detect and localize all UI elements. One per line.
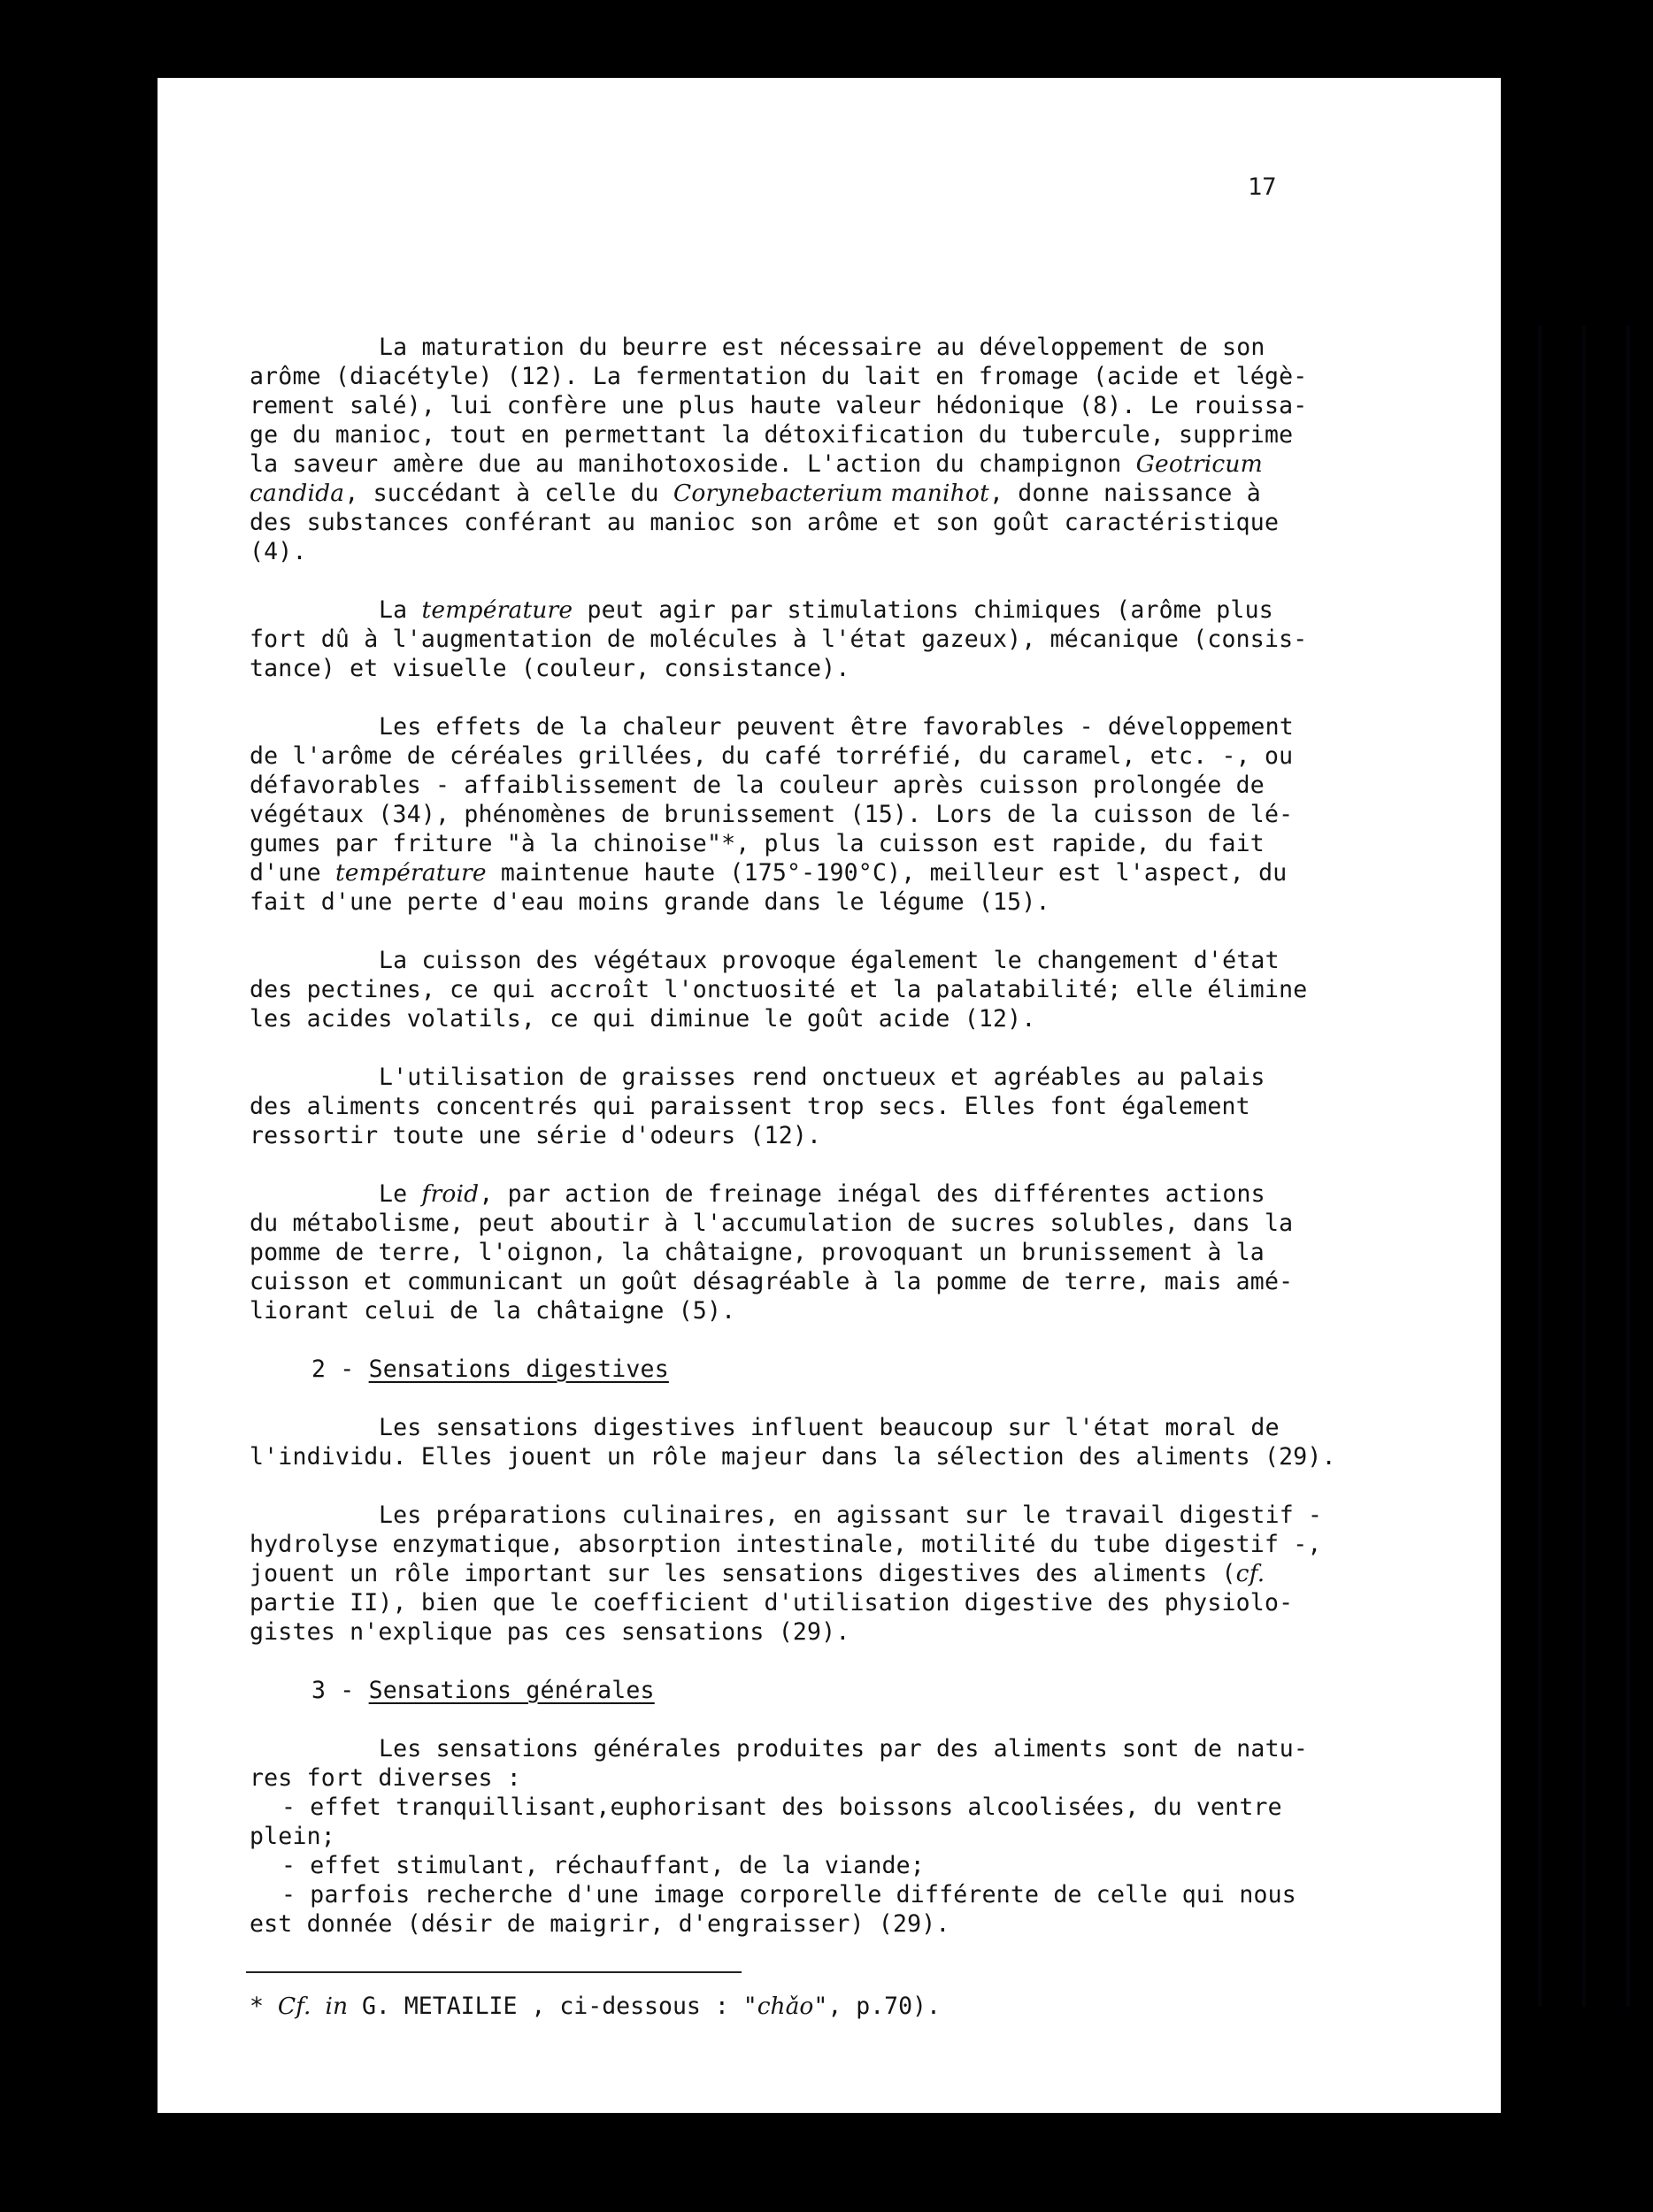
footnote-word: chǎo [757,1993,814,2020]
text-line: hydrolyse enzymatique, absorption intestinale, motilité du tube digestif -, [250,1531,1322,1558]
footnote [250,1993,941,2020]
footnote-mark: * [250,1993,278,2020]
text-line: fait d'une perte d'eau moins grande dans le légume (15). [250,888,1050,916]
text-line: de l'arôme de céréales grillées, du café torréfié, du caramel, etc. -, ou [250,742,1294,770]
section-heading-digestive [250,1355,1347,1384]
text-line: La maturation du beurre est nécessaire au développement de son [379,334,1265,361]
page-number: 17 [1248,173,1277,201]
text-line: Les effets de la chaleur peuvent être favorables - développement [379,713,1294,741]
footnote-rule [246,1971,742,1973]
text-line: L'utilisation de graisses rend onctueux et agréables au palais [379,1064,1265,1091]
text-line: tance) et visuelle (couleur, consistance). [250,655,850,682]
bullet-item: - effet tranquillisant,euphorisant des boissons alcoolisées, du ventre [281,1793,1282,1821]
section-heading-general [250,1676,1347,1705]
text-line: d'une température maintenue haute (175°-190°C), meilleur est l'aspect, du [250,859,1288,887]
text-line: jouent un rôle important sur les sensations digestives des aliments (cf. [250,1560,1265,1587]
text-line: arôme (diacétyle) (12). La fermentation du lait en fromage (acide et légè- [250,363,1308,390]
section-heading [250,1676,1347,1705]
text-line: Le froid, par action de freinage inégal des différentes actions [379,1180,1265,1208]
text-line: gistes n'explique pas ces sensations (29). [250,1618,850,1646]
footnote-cf: Cf. [277,1993,311,2020]
text-line: candida, succédant à celle du Corynebacterium manihot, donne naissance à [250,480,1261,507]
text-line: fort dû à l'augmentation de molécules à l'état gazeux), mécanique (consis- [250,626,1308,653]
paragraph-temperature [250,595,1347,683]
text-line: liorant celui de la châtaigne (5). [250,1297,736,1325]
section-number: 2 - [311,1356,369,1383]
bleed-through-shadow [1520,290,1653,2148]
text-line: défavorables - affaiblissement de la couleur après cuisson prolongée de [250,772,1265,799]
paragraph-fats [250,1063,1347,1150]
bullet-item: - parfois recherche d'une image corporelle différente de celle qui nous [281,1881,1296,1909]
footnote-text: G. METAILIE , ci-dessous : " [348,1993,757,2020]
text-line: res fort diverses : [250,1764,521,1792]
paragraph-general [250,1734,1347,1939]
section-title: Sensations digestives [368,1356,669,1383]
section-title: Sensations générales [368,1677,655,1704]
text-line: rement salé), lui confère une plus haute valeur hédonique (8). Le rouissa- [250,392,1308,419]
text-line: ge du manioc, tout en permettant la détoxification du tubercule, supprime [250,421,1294,449]
paragraph-digestive-1 [250,1413,1347,1471]
text-line: est donnée (désir de maigrir, d'engraisser) (29). [250,1910,950,1938]
section-heading [250,1355,1347,1384]
text-line: des pectines, ce qui accroît l'onctuosité et la palatabilité; elle élimine [250,976,1308,1003]
text-line: végétaux (34), phénomènes de brunissement (15). Lors de la cuisson de lé- [250,801,1294,828]
footnote-text-end: ", p.70). [813,1993,941,2020]
text-line: partie II), bien que le coefficient d'utilisation digestive des physiolo- [250,1589,1294,1617]
text-line: La cuisson des végétaux provoque également le changement d'état [379,947,1280,974]
text-line: Les sensations digestives influent beaucoup sur l'état moral de [379,1414,1280,1441]
text-line: la saveur amère due au manihotoxoside. L'action du champignon Geotricum [250,450,1264,478]
paragraph-heat-effects [250,712,1347,917]
paragraph-butter [250,333,1347,566]
text-line: plein; [250,1823,335,1850]
text-line: (4). [250,538,307,565]
text-line: gumes par friture "à la chinoise"*, plus la cuisson est rapide, du fait [250,830,1265,857]
section-number: 3 - [311,1677,369,1704]
footnote-in: in [325,1993,349,2020]
text-line: l'individu. Elles jouent un rôle majeur dans la sélection des aliments (29). [250,1443,1336,1471]
paragraph-digestive-2 [250,1501,1347,1647]
text-line: ressortir toute une série d'odeurs (12). [250,1122,822,1149]
text-line: du métabolisme, peut aboutir à l'accumulation de sucres solubles, dans la [250,1210,1294,1237]
bullet-item: - effet stimulant, réchauffant, de la viande; [281,1852,925,1879]
text-line: La température peut agir par stimulations chimiques (arôme plus [379,596,1273,624]
text-line: des aliments concentrés qui paraissent trop secs. Elles font également [250,1093,1250,1120]
text-line: cuisson et communicant un goût désagréable à la pomme de terre, mais amé- [250,1268,1294,1295]
text-line: des substances conférant au manioc son arôme et son goût caractéristique [250,509,1280,536]
text-line: Les sensations générales produites par des aliments sont de natu- [379,1735,1309,1763]
text-line: pomme de terre, l'oignon, la châtaigne, provoquant un brunissement à la [250,1239,1265,1266]
text-line: les acides volatils, ce qui diminue le goût acide (12). [250,1005,1036,1033]
paragraph-cooking-vegetables [250,946,1347,1033]
paragraph-cold [250,1179,1347,1325]
body-text [250,333,1347,1939]
text-line: Les préparations culinaires, en agissant sur le travail digestif - [379,1502,1323,1529]
